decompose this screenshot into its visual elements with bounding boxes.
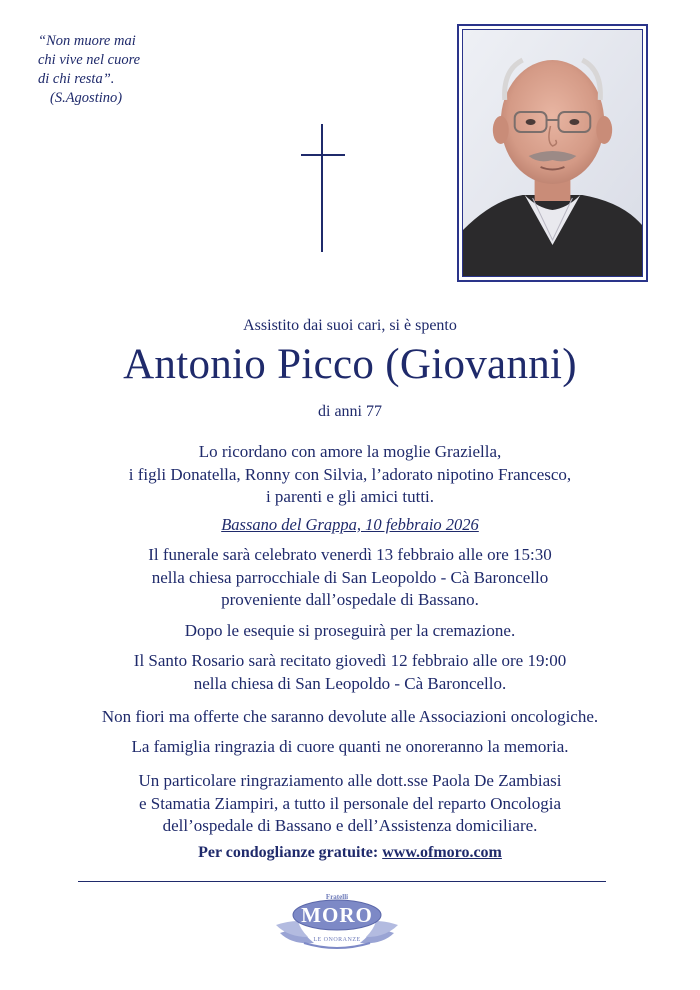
rosary-paragraph <box>0 650 700 695</box>
deceased-name: Antonio Picco (Giovanni) <box>123 341 577 388</box>
logo-brand: MORO <box>301 903 373 927</box>
deceased-age: di anni 77 <box>318 403 382 420</box>
funeral-line: Il funerale sarà celebrato venerdì 13 febbraio alle ore 15:30 <box>148 545 552 564</box>
special-thanks-paragraph <box>0 770 700 838</box>
quote-line: chi vive nel cuore <box>38 52 141 68</box>
logo-bottom-text: LE ONORANZE <box>313 937 361 943</box>
rosary-line: nella chiesa di San Leopoldo - Cà Baroncello. <box>193 673 507 693</box>
condolences-line <box>0 844 700 862</box>
rosary-line: Il Santo Rosario sarà recitato giovedì 12 febbraio alle ore 19:00 <box>133 651 567 670</box>
place-date <box>0 515 700 535</box>
flowers-note: Non fiori ma offerte che saranno devolute alle Associazioni oncologiche. <box>101 707 599 726</box>
cross-icon <box>301 124 345 252</box>
portrait-photo <box>457 24 648 282</box>
quote-line: “Non muore mai <box>38 33 136 49</box>
condolences-link[interactable]: www.ofmoro.com <box>382 844 502 861</box>
cremation-note: Dopo le esequie si proseguirà per la cremazione. <box>184 621 516 640</box>
special-thanks-line: Un particolare ringraziamento alle dott.sse Paola De Zambiasi <box>138 771 562 790</box>
announcement-intro: Assistito dai suoi cari, si è spento <box>243 317 457 334</box>
quote-attribution: (S.Agostino) <box>50 90 123 106</box>
divider <box>78 881 606 882</box>
special-thanks-line: e Stamatia Ziampiri, a tutto il personale del reparto Oncologia <box>138 793 562 813</box>
epigraph-quote <box>38 32 198 108</box>
condolences-label: Per condoglianze gratuite: <box>198 844 379 861</box>
quote-line: di chi resta”. <box>38 71 115 87</box>
mourners-paragraph <box>0 441 700 509</box>
place-date-text: Bassano del Grappa, 10 febbraio 2026 <box>221 515 479 534</box>
thanks-note: La famiglia ringrazia di cuore quanti ne onoreranno la memoria. <box>131 737 569 756</box>
logo-top-text: Fratelli <box>325 893 349 901</box>
mourners-line: i figli Donatella, Ronny con Silvia, l’adorato nipotino Francesco, <box>128 464 572 484</box>
mourners-line: i parenti e gli amici tutti. <box>265 487 435 506</box>
mourners-line: Lo ricordano con amore la moglie Graziella, <box>198 442 502 461</box>
special-thanks-line: dell’ospedale di Bassano e dell’Assistenza domiciliare. <box>162 816 538 835</box>
funeral-paragraph <box>0 544 700 612</box>
funeral-line: nella chiesa parrocchiale di San Leopoldo - Cà Baroncello <box>151 567 549 587</box>
funeral-line: proveniente dall’ospedale di Bassano. <box>221 590 479 609</box>
funeral-home-logo <box>274 893 400 953</box>
